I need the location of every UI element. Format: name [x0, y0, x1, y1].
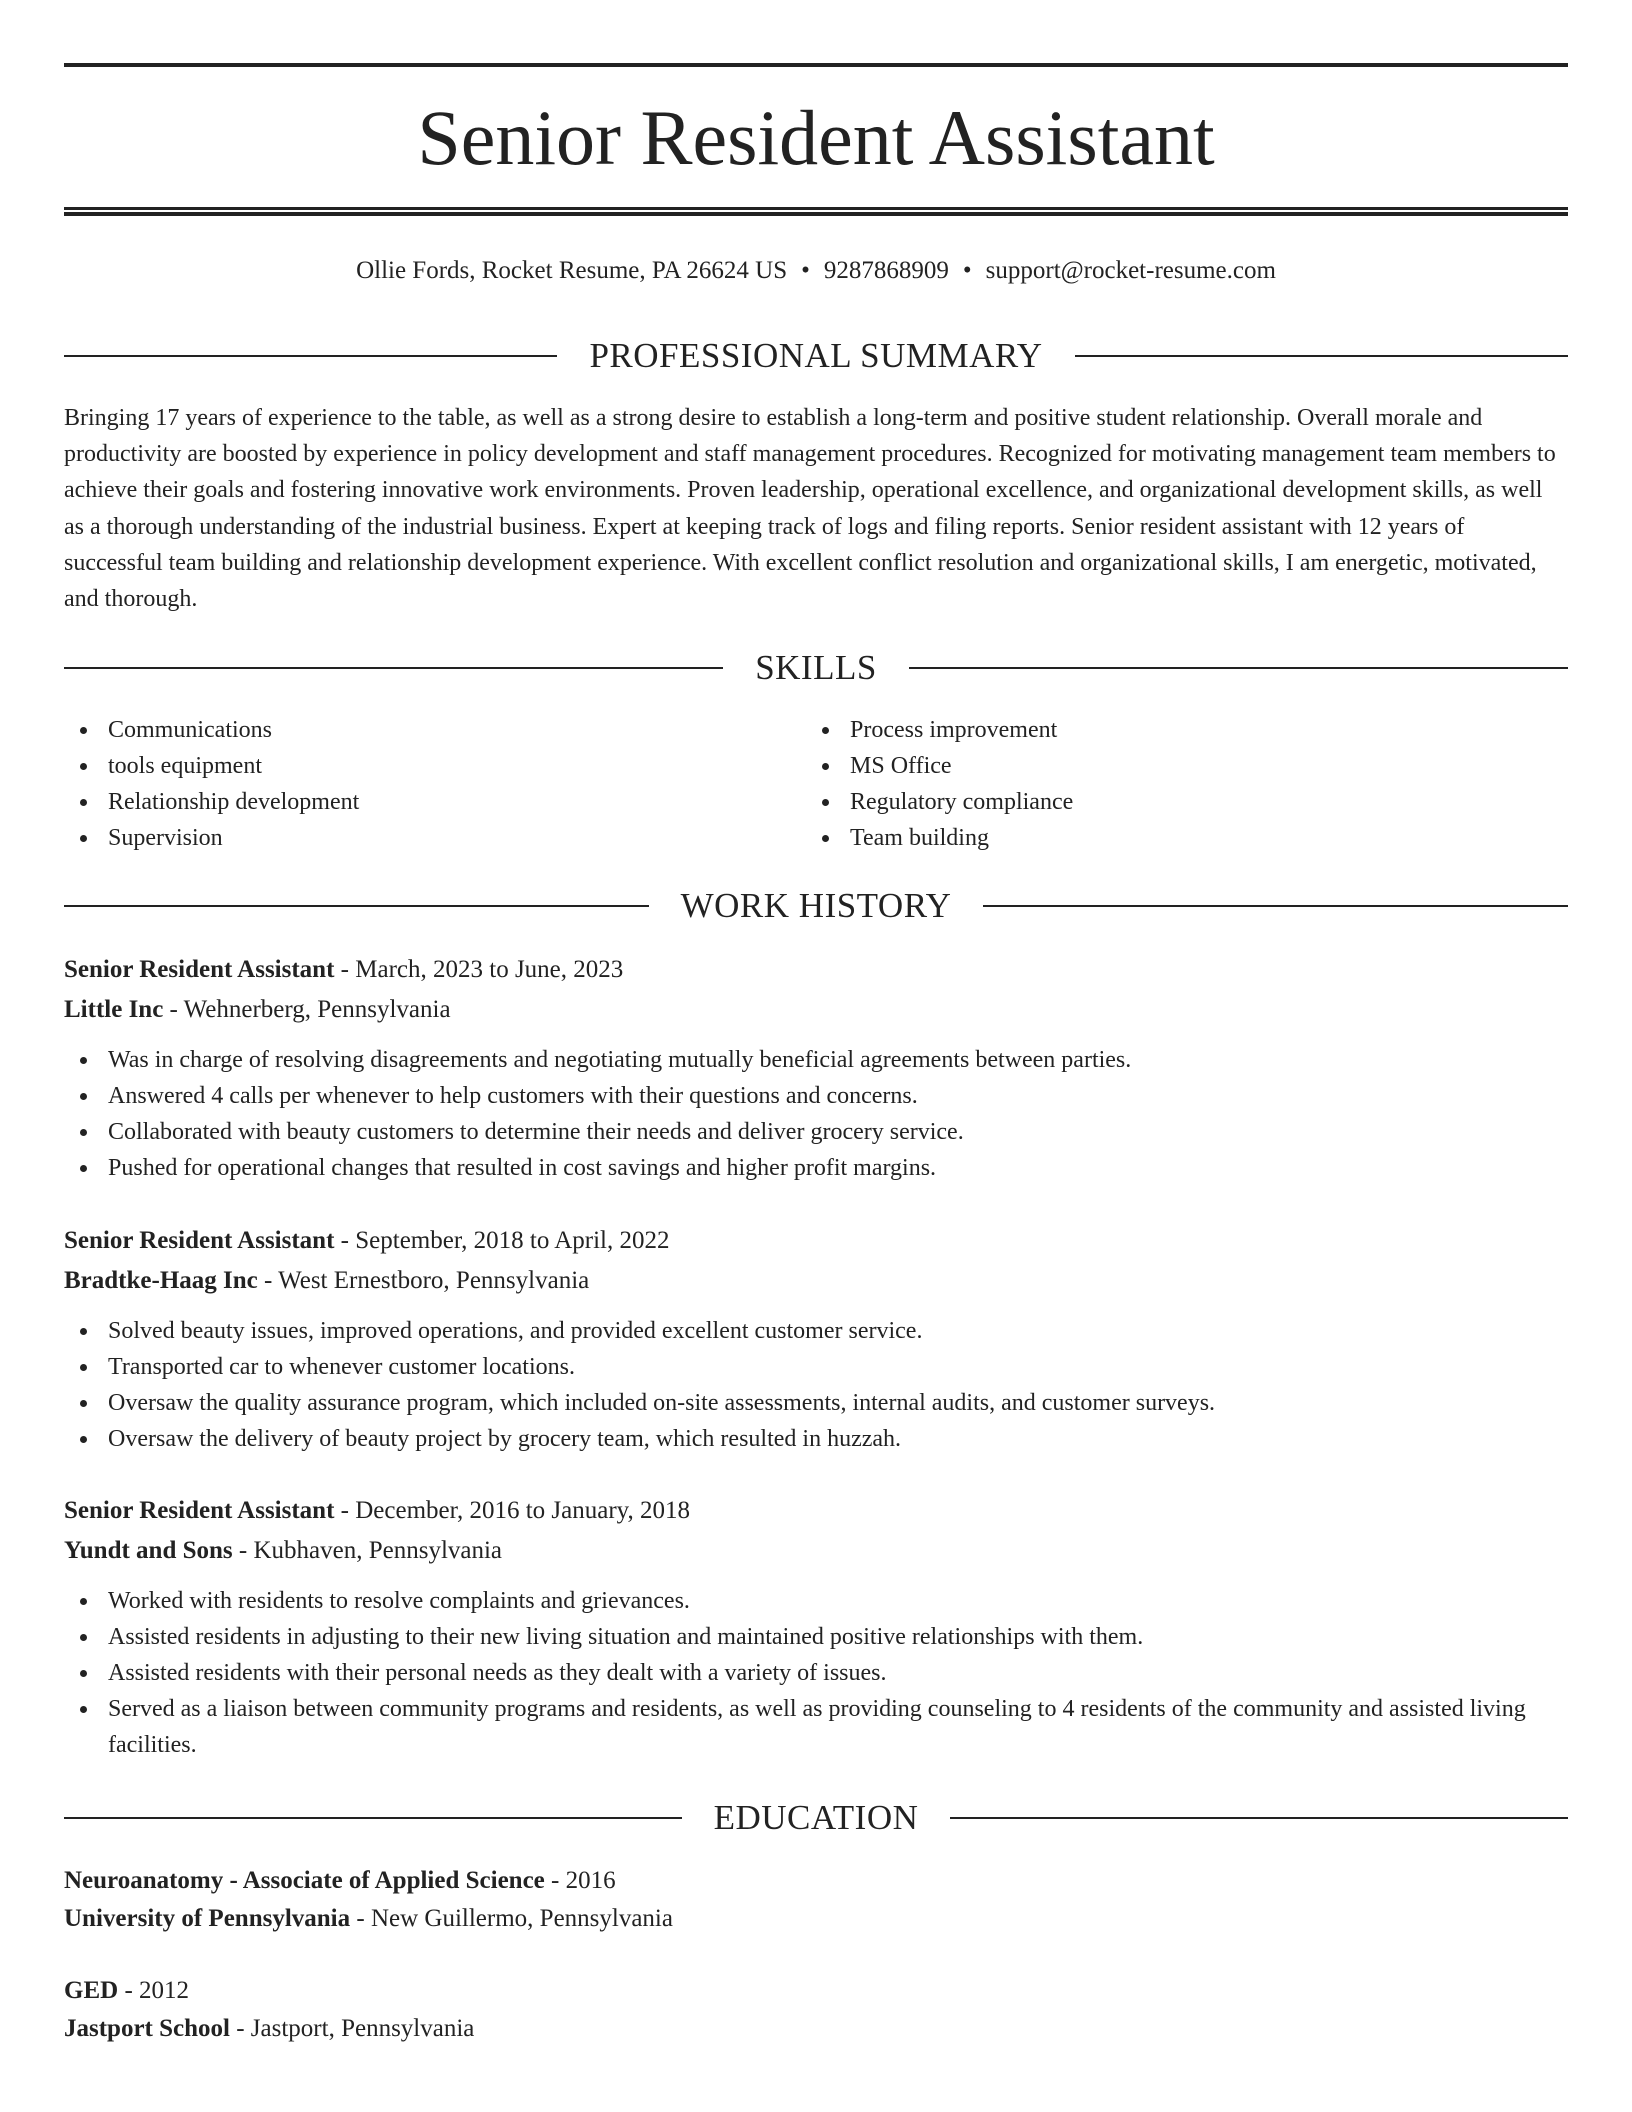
job-bullet: Worked with residents to resolve complaints and grievances. [64, 1583, 1568, 1619]
section-rule [64, 905, 649, 907]
education-location: - New Guillermo, Pennsylvania [350, 1905, 673, 1932]
education-degree: Neuroanatomy - Associate of Applied Science [64, 1867, 545, 1894]
section-rule [950, 1817, 1568, 1819]
skill-item: Supervision [64, 820, 359, 856]
education-year: - 2016 [544, 1867, 616, 1894]
job-bullet: Collaborated with beauty customers to determine their needs and deliver grocery service. [64, 1114, 1568, 1150]
section-rule [64, 1817, 682, 1819]
double-rule [64, 207, 1568, 216]
job-location: - Wehnerberg, Pennsylvania [163, 996, 451, 1023]
skill-item: MS Office [806, 748, 1073, 784]
contact-email[interactable]: support@rocket-resume.com [985, 257, 1276, 284]
job-company: Bradtke-Haag Inc [64, 1267, 258, 1294]
contact-phone[interactable]: 9287868909 [823, 257, 949, 284]
education-school-line [64, 2010, 1568, 2048]
job-role-line [64, 950, 1568, 990]
education-degree-line [64, 1862, 1568, 1900]
skill-item: Communications [64, 712, 359, 748]
job-entry [64, 950, 1568, 1186]
section-rule [983, 905, 1568, 907]
job-dates: - March, 2023 to June, 2023 [334, 956, 624, 983]
education-degree-line [64, 1972, 1568, 2010]
section-rule [64, 355, 557, 357]
section-rule [64, 667, 723, 669]
job-bullet: Served as a liaison between community programs and residents, as well as providing counseling to 4 residents of the community and assisted living facilities. [64, 1691, 1568, 1763]
job-bullet: Solved beauty issues, improved operations, and provided excellent customer service. [64, 1313, 1568, 1349]
job-bullet: Transported car to whenever customer locations. [64, 1349, 1568, 1385]
job-bullet: Assisted residents in adjusting to their new living situation and maintained positive relationships with them. [64, 1619, 1568, 1655]
contact-address: Ollie Fords, Rocket Resume, PA 26624 US [356, 257, 788, 284]
job-bullets [64, 1042, 1568, 1186]
education-school: Jastport School [64, 2015, 230, 2042]
skills-list-left [64, 712, 359, 856]
section-rule [909, 667, 1568, 669]
job-bullet: Pushed for operational changes that resulted in cost savings and higher profit margins. [64, 1150, 1568, 1186]
section-header-summary [64, 334, 1568, 378]
job-company-line [64, 1531, 1568, 1571]
section-title: EDUCATION [713, 1798, 919, 1837]
job-location: - Kubhaven, Pennsylvania [232, 1537, 503, 1564]
job-entry [64, 1221, 1568, 1457]
education-school: University of Pennsylvania [64, 1905, 351, 1932]
job-role-line [64, 1491, 1568, 1531]
top-rule [64, 63, 1568, 67]
job-dates: - September, 2018 to April, 2022 [334, 1227, 670, 1254]
education-entry [64, 1862, 1568, 1938]
skill-item: Team building [806, 820, 1073, 856]
skill-item: tools equipment [64, 748, 359, 784]
job-role: Senior Resident Assistant [64, 956, 335, 983]
section-header-work-history [64, 884, 1568, 928]
education-location: - Jastport, Pennsylvania [229, 2015, 475, 2042]
job-company-line [64, 990, 1568, 1030]
skill-item: Relationship development [64, 784, 359, 820]
section-header-skills [64, 646, 1568, 690]
job-role: Senior Resident Assistant [64, 1497, 335, 1524]
contact-separator: • [962, 257, 972, 284]
job-bullet: Was in charge of resolving disagreements and negotiating mutually beneficial agreements between parties. [64, 1042, 1568, 1078]
job-company: Little Inc [64, 996, 164, 1023]
job-bullet: Oversaw the quality assurance program, which included on-site assessments, internal audits, and customer surveys. [64, 1385, 1568, 1421]
education-entry [64, 1972, 1568, 2048]
contact-separator: • [801, 257, 810, 284]
education-school-line [64, 1900, 1568, 1938]
section-title: WORK HISTORY [680, 886, 952, 925]
section-rule [1075, 355, 1568, 357]
summary-text: Bringing 17 years of experience to the table, as well as a strong desire to establish a long-term and positive student relationship. Overall morale and productivity are boosted by experience in policy development and staff management procedures. Recognized for motivating management team members to achieve their goals and fostering innovative work environments. Proven leadership, operational excellence, and organizational development skills, as well as a thorough understanding of the industrial business. Expert at keeping track of logs and filing reports. Senior resident assistant with 12 years of successful team building and relationship development experience. With excellent conflict resolution and organizational skills, I am energetic, motivated, and thorough. [64, 405, 1556, 613]
job-role: Senior Resident Assistant [64, 1227, 335, 1254]
resume-title: Senior Resident Assistant [417, 94, 1215, 181]
education-year: - 2012 [118, 1977, 190, 2004]
job-bullet: Oversaw the delivery of beauty project by grocery team, which resulted in huzzah. [64, 1421, 1568, 1457]
skill-item: Regulatory compliance [806, 784, 1073, 820]
job-dates: - December, 2016 to January, 2018 [334, 1497, 691, 1524]
education-degree: GED [64, 1977, 119, 2004]
skill-item: Process improvement [806, 712, 1073, 748]
section-title: PROFESSIONAL SUMMARY [589, 336, 1043, 375]
job-entry [64, 1491, 1568, 1763]
job-bullet: Assisted residents with their personal needs as they dealt with a variety of issues. [64, 1655, 1568, 1691]
skills-list-right [806, 712, 1073, 856]
job-role-line [64, 1221, 1568, 1261]
job-location: - West Ernestboro, Pennsylvania [257, 1267, 590, 1294]
section-title: SKILLS [755, 648, 877, 687]
section-header-education [64, 1796, 1568, 1840]
job-company: Yundt and Sons [64, 1537, 233, 1564]
job-bullets [64, 1583, 1568, 1763]
job-bullet: Answered 4 calls per whenever to help customers with their questions and concerns. [64, 1078, 1568, 1114]
job-company-line [64, 1261, 1568, 1301]
job-bullets [64, 1313, 1568, 1457]
contact-line [64, 254, 1568, 288]
